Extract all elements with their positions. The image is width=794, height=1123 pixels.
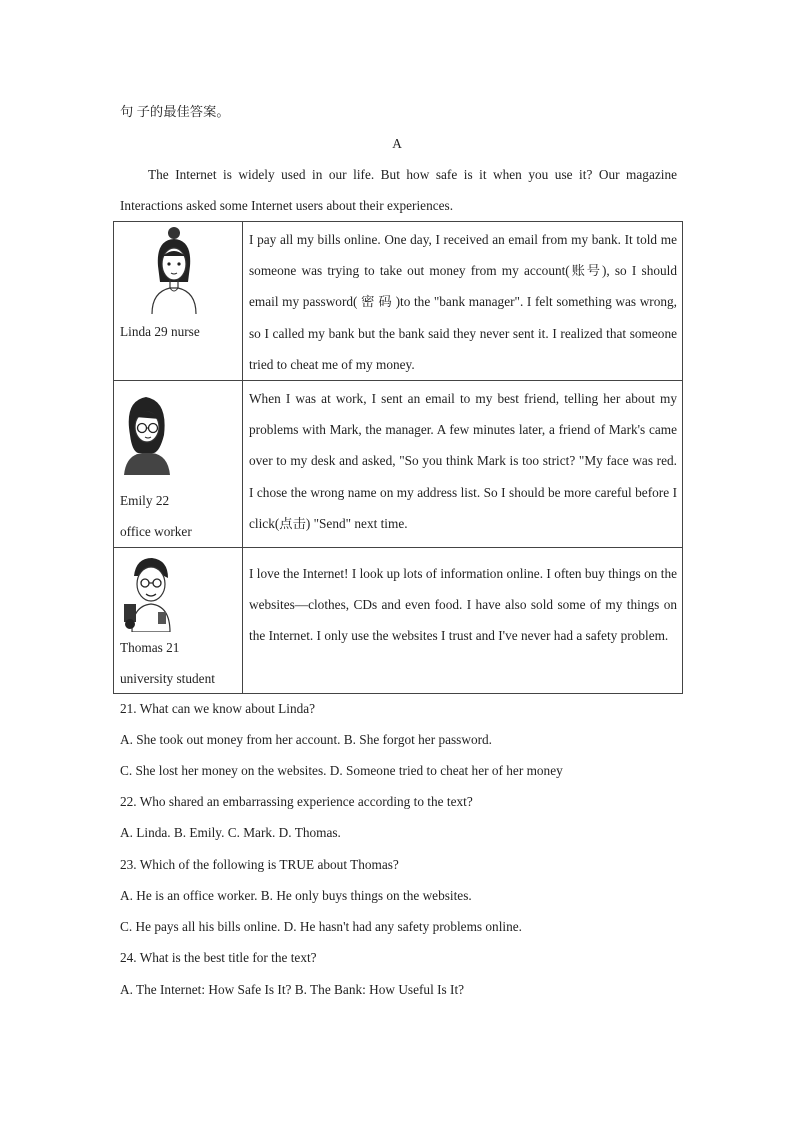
question-21-options-1: A. She took out money from her account. B. She forgot her password. <box>120 732 493 747</box>
linda-caption: Linda 29 nurse <box>120 324 200 339</box>
section-label: A <box>392 136 402 151</box>
person-cell-linda <box>114 222 243 381</box>
question-22-stem: 22. Who shared an embarrassing experience according to the text? <box>120 794 473 809</box>
question-24-options-1: A. The Internet: How Safe Is It? B. The Bank: How Useful Is It? <box>120 982 465 997</box>
intro-line-2: Interactions asked some Internet users about their experiences. <box>120 198 454 213</box>
person-cell-emily <box>114 381 243 548</box>
emily-portrait-icon <box>120 391 172 475</box>
question-24-stem: 24. What is the best title for the text? <box>120 950 317 965</box>
linda-story-text: I pay all my bills online. One day, I received an email from my bank. It told me someone was trying to take out money from my account(账号), so I should email my password( 密 码 )to the "bank manager". I felt something was wrong, so I called my bank but the bank said they never sent it. I realized that someone tried to cheat me of my money. <box>249 232 677 372</box>
header-note: 句 子的最佳答案。 <box>120 104 230 119</box>
thomas-story <box>243 548 683 694</box>
person-cell-thomas <box>114 548 243 694</box>
emily-story <box>243 381 683 548</box>
table-row <box>114 381 683 548</box>
question-22-options-1: A. Linda. B. Emily. C. Mark. D. Thomas. <box>120 825 341 840</box>
table-row <box>114 222 683 381</box>
thomas-caption-line-1: Thomas 21 <box>120 640 180 656</box>
question-21-stem: 21. What can we know about Linda? <box>120 701 316 716</box>
question-23-options-2: C. He pays all his bills online. D. He hasn't had any safety problems online. <box>120 919 522 934</box>
question-23-options-1: A. He is an office worker. B. He only buys things on the websites. <box>120 888 472 903</box>
intro-line-1: The Internet is widely used in our life. But how safe is it when you use it? Our magazine <box>148 167 677 182</box>
thomas-portrait-icon <box>118 554 178 632</box>
question-23-stem: 23. Which of the following is TRUE about Thomas? <box>120 857 399 872</box>
experience-table <box>113 221 683 694</box>
table-row <box>114 548 683 694</box>
emily-caption-line-2: office worker <box>120 524 192 540</box>
emily-story-text: When I was at work, I sent an email to my best friend, telling her about my problems with Mark, the manager. A few minutes later, a friend of Mark's came over to my desk and asked, "So you think Mark is too strict? "My face was red. I chose the wrong name on my address list. So I should be more careful before I click(点击) "Send" next time. <box>249 391 677 531</box>
thomas-story-text: I love the Internet! I look up lots of information online. I often buy things on the websites—clothes, CDs and even food. I have also sold some of my things on the Internet. I only use the websites I trust and I've never had a safety problem. <box>249 566 677 644</box>
thomas-caption-line-2: university student <box>120 671 215 687</box>
linda-story <box>243 222 683 381</box>
emily-caption-line-1: Emily 22 <box>120 493 170 509</box>
question-21-options-2: C. She lost her money on the websites. D. Someone tried to cheat her of her money <box>120 763 563 778</box>
linda-portrait-icon <box>144 226 204 316</box>
